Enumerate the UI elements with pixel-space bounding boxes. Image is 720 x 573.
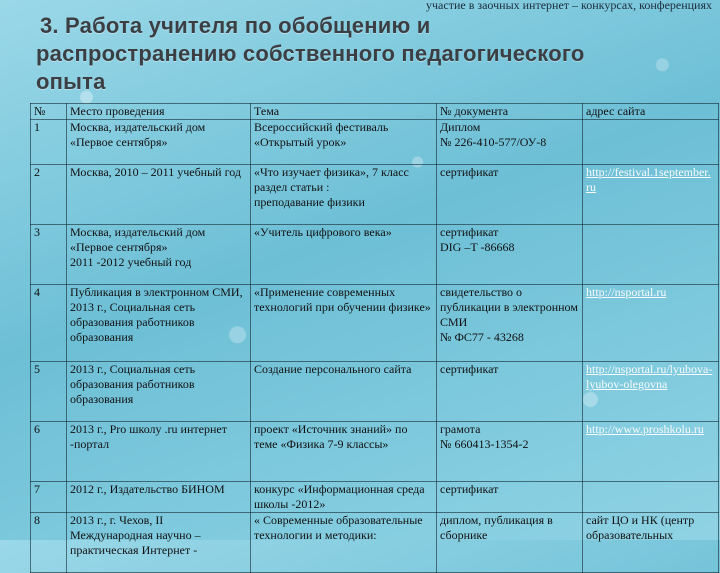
table-row <box>31 513 719 573</box>
title-line-1: 3. Работа учителя по обобщению и <box>40 13 431 38</box>
cell-theme: « Современные образовательные технологии и методики: <box>251 513 437 573</box>
cell-site <box>583 165 719 225</box>
cell-document: Диплом № 226-410-577/ОУ-8 <box>437 120 583 165</box>
table-row <box>31 422 719 482</box>
cell-theme: «Учитель цифрового века» <box>251 225 437 285</box>
site-link[interactable]: http://festival.1september. ru <box>586 165 711 194</box>
cell-site <box>583 225 719 285</box>
cell-site <box>583 513 719 573</box>
table-header-row <box>31 104 719 120</box>
table-row <box>31 362 719 422</box>
col-header-num: № <box>31 104 67 120</box>
col-header-place: Место проведения <box>67 104 251 120</box>
cell-num: 7 <box>31 482 67 513</box>
cell-theme: конкурс «Информационная среда школы -2012» <box>251 482 437 513</box>
cell-document: грамота № 660413-1354-2 <box>437 422 583 482</box>
site-link[interactable]: http://www.proshkolu.ru <box>586 422 704 436</box>
table-row <box>31 120 719 165</box>
cell-num: 2 <box>31 165 67 225</box>
slide-title <box>36 12 676 96</box>
cell-place: Москва, издательский дом «Первое сентября» 2011 -2012 учебный год <box>67 225 251 285</box>
site-link[interactable]: http://nsportal.ru <box>586 285 667 299</box>
cell-site <box>583 482 719 513</box>
title-line-2: распространению собственного педагогического <box>36 41 585 66</box>
cell-num: 3 <box>31 225 67 285</box>
cell-place: Москва, издательский дом «Первое сентября» <box>67 120 251 165</box>
cell-theme: Создание персонального сайта <box>251 362 437 422</box>
table-row <box>31 285 719 362</box>
cell-place: 2013 г., г. Чехов, II Международная научно – практическая Интернет - <box>67 513 251 573</box>
site-text: сайт ЦО и НК (центр образовательных <box>586 513 695 542</box>
cell-site <box>583 285 719 362</box>
cell-document: свидетельство о публикации в электронном СМИ № ФС77 - 43268 <box>437 285 583 362</box>
cell-document: диплом, публикация в сборнике <box>437 513 583 573</box>
experience-table <box>30 103 719 573</box>
cell-document: сертификат <box>437 362 583 422</box>
cell-num: 5 <box>31 362 67 422</box>
cell-num: 4 <box>31 285 67 362</box>
table-row <box>31 225 719 285</box>
cell-theme: Всероссийский фестиваль «Открытый урок» <box>251 120 437 165</box>
cell-place: Москва, 2010 – 2011 учебный год <box>67 165 251 225</box>
cell-theme: «Что изучает физика», 7 класс раздел статьи : преподавание физики <box>251 165 437 225</box>
table-row <box>31 165 719 225</box>
cell-document: сертификат <box>437 165 583 225</box>
cell-document: сертификат <box>437 482 583 513</box>
col-header-theme: Тема <box>251 104 437 120</box>
title-line-3: опыта <box>36 69 106 94</box>
cell-site <box>583 422 719 482</box>
col-header-document: № документа <box>437 104 583 120</box>
cell-document: сертификат DIG –T -86668 <box>437 225 583 285</box>
cell-num: 8 <box>31 513 67 573</box>
cell-place: Публикация в электронном СМИ, 2013 г., Социальная сеть образования работников образования <box>67 285 251 362</box>
cell-site <box>583 362 719 422</box>
cell-place: 2012 г., Издательство БИНОМ <box>67 482 251 513</box>
cell-num: 6 <box>31 422 67 482</box>
col-header-site: адрес сайта <box>583 104 719 120</box>
site-link[interactable]: http://nsportal.ru/lyubova-lyubov-olegovna <box>586 362 713 391</box>
table-row <box>31 482 719 513</box>
cell-num: 1 <box>31 120 67 165</box>
cell-place: 2013 г., Pro школу .ru интернет -портал <box>67 422 251 482</box>
cell-place: 2013 г., Социальная сеть образования работников образования <box>67 362 251 422</box>
cell-site <box>583 120 719 165</box>
cell-theme: «Применение современных технологий при обучении физике» <box>251 285 437 362</box>
header-note-line: участие в заочных интернет – конкурсах, конференциях <box>426 0 712 12</box>
cell-theme: проект «Источник знаний» по теме «Физика 7-9 классы» <box>251 422 437 482</box>
